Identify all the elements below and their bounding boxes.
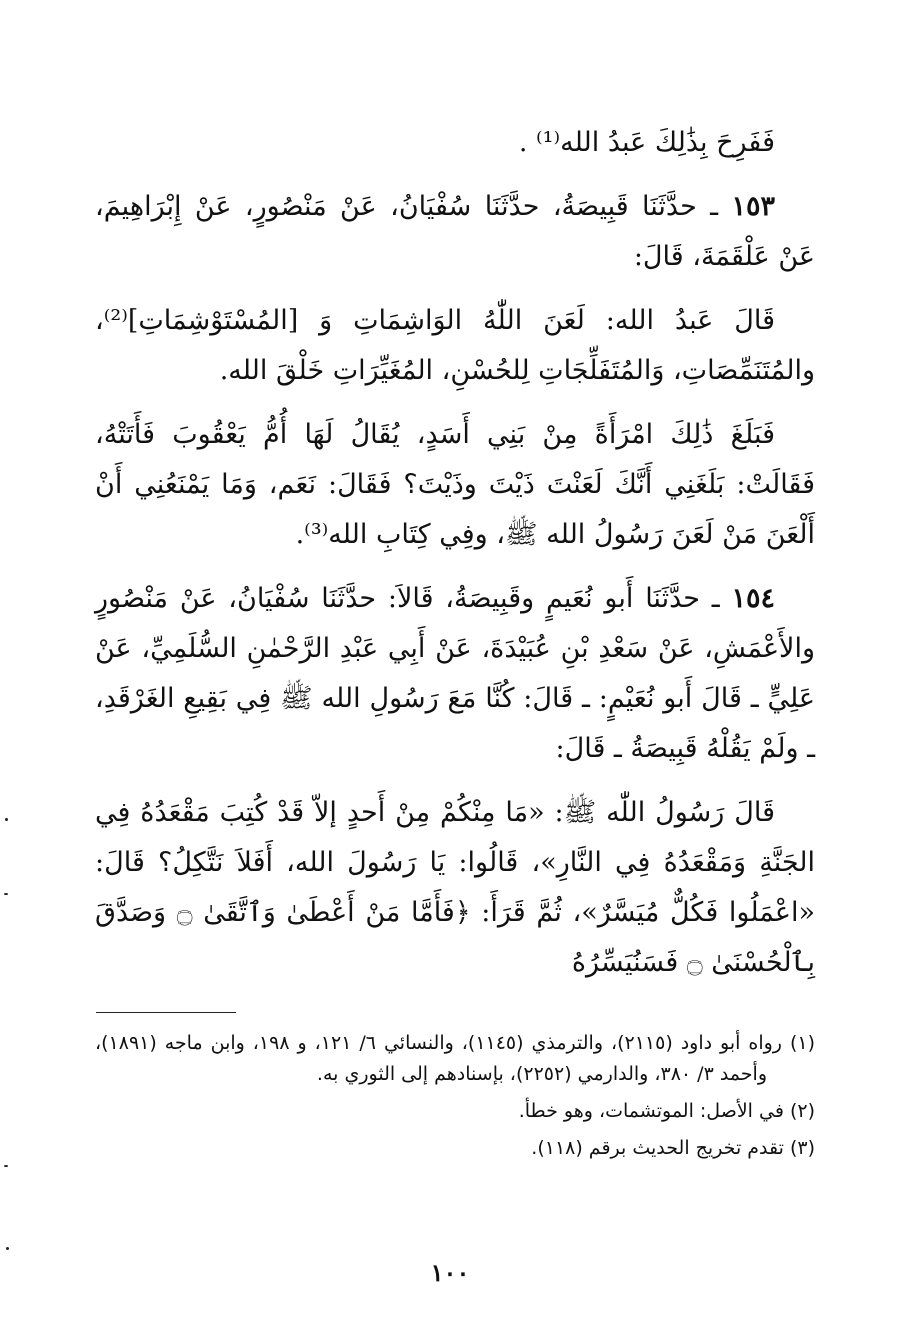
paragraph-3-text: قَالَ عَبدُ الله: لَعَنَ اللّٰهُ الوَاشِمَاتِ وَ [المُسْتَوْشِمَاتِ]⁽²⁾، والمُتَنَمِّصَاتِ، وَالمُتَفَلِّجَاتِ لِلحُسْنِ، المُغَيِّرَاتِ خَلْقَ الله. (95, 305, 815, 386)
scan-speck (4, 1165, 8, 1167)
paragraph-1-text: فَفَرِحَ بِذَٰلِكَ عَبدُ الله⁽¹⁾ . (518, 127, 775, 158)
footnote-3: (٣) تقدم تخريج الحديث برقم (١١٨). (531, 1137, 815, 1159)
scan-speck (6, 1247, 9, 1250)
page-number: ١٠٠ (430, 1258, 470, 1287)
footnote-1: (١) رواه أبو داود (٢١١٥)، والترمذي (١١٤٥)، والنسائي ٦/ ١٢١، و ١٩٨، وابن ماجه (١٨٩١)، وأحمد ٣/ ٣٨٠، والدارمي (٢٢٥٢)، بإسنادهم إلى الثوري به. (95, 1032, 815, 1085)
paragraph-6-text: قَالَ رَسُولُ اللّٰه ﷺ: «مَا مِنْكُمْ مِنْ أَحدٍ إلاّ قَدْ كُتِبَ مَقْعَدُهُ فِي الجَنَّةِ وَمَقْعَدُهُ فِي النَّارِ»، قَالُوا: يَا رَسُولَ الله، أَفَلاَ نَتَّكِلُ؟ قَالَ: «اعْمَلُوا فَكُلٌّ مُيَسَّرٌ»، ثُمَّ قَرَأَ: ﴿فَأَمَّا مَنْ أَعْطَىٰ وَٱتَّقَىٰ ۝ وَصَدَّقَ بِٱلْحُسْنَىٰ ۝ فَسَنُيَسِّرُهُ (95, 797, 816, 978)
paragraph-4-text: فَبَلَغَ ذَٰلِكَ امْرَأَةً مِنْ بَنِي أَسَدٍ، يُقَالُ لَهَا أُمُّ يَعْقُوبَ فَأَتَتْهُ، فَقَالَتْ: بَلَغَنِي أَنَّكَ لَعَنْتَ ذَيْتَ وذَيْتَ؟ فَقَالَ: نَعَم، وَمَا يَمْنَعُنِي أَنْ أَلْعَنَ مَنْ لَعَنَ رَسُولُ الله ﷺ، وفِي كِتَابِ الله⁽³⁾. (95, 419, 815, 550)
hadith-154 (95, 574, 815, 774)
footnotes (95, 1028, 815, 1170)
hadith-153 (95, 182, 815, 282)
hadith-154-text: ـ حدَّثَنَا أَبو نُعَيمٍ وقَبِيصَةُ، قَالاَ: حدَّثَنَا سُفْيَانُ، عَنْ مَنْصُورٍ والأَعْمَشِ، عَنْ سَعْدِ بْنِ عُبَيْدَةَ، عَنْ أَبِي عَبْدِ الرَّحْمٰنِ السُّلَمِيِّ، عَنْ عَلِيٍّ ـ قَالَ أَبو نُعَيْمٍ: ـ قَالَ: كُنَّا مَعَ رَسُولِ الله ﷺ فِي بَقِيعِ الغَرْقَدِ، ـ ولَمْ يَقُلْهُ قَبِيصَةُ ـ قَالَ: (95, 583, 815, 764)
paragraph-6 (95, 788, 815, 988)
main-text (95, 118, 815, 1002)
paragraph-4 (95, 410, 815, 560)
hadith-number: ١٥٤ (731, 583, 775, 614)
footnote-2: (٢) في الأصل: الموتشمات، وهو خطأ. (518, 1100, 815, 1122)
scan-speck (4, 893, 8, 895)
footnote-divider (96, 1012, 236, 1013)
paragraph-1 (95, 118, 815, 168)
paragraph-3 (95, 296, 815, 396)
hadith-number: ١٥٣ (731, 191, 775, 222)
hadith-153-text: ـ حدَّثَنَا قَبِيصَةُ، حدَّثَنَا سُفْيَانُ، عَنْ مَنْصُورٍ، عَنْ إِبْرَاهِيمَ، عَنْ عَلْقَمَةَ، قَالَ: (95, 191, 815, 272)
scan-speck (5, 818, 8, 821)
